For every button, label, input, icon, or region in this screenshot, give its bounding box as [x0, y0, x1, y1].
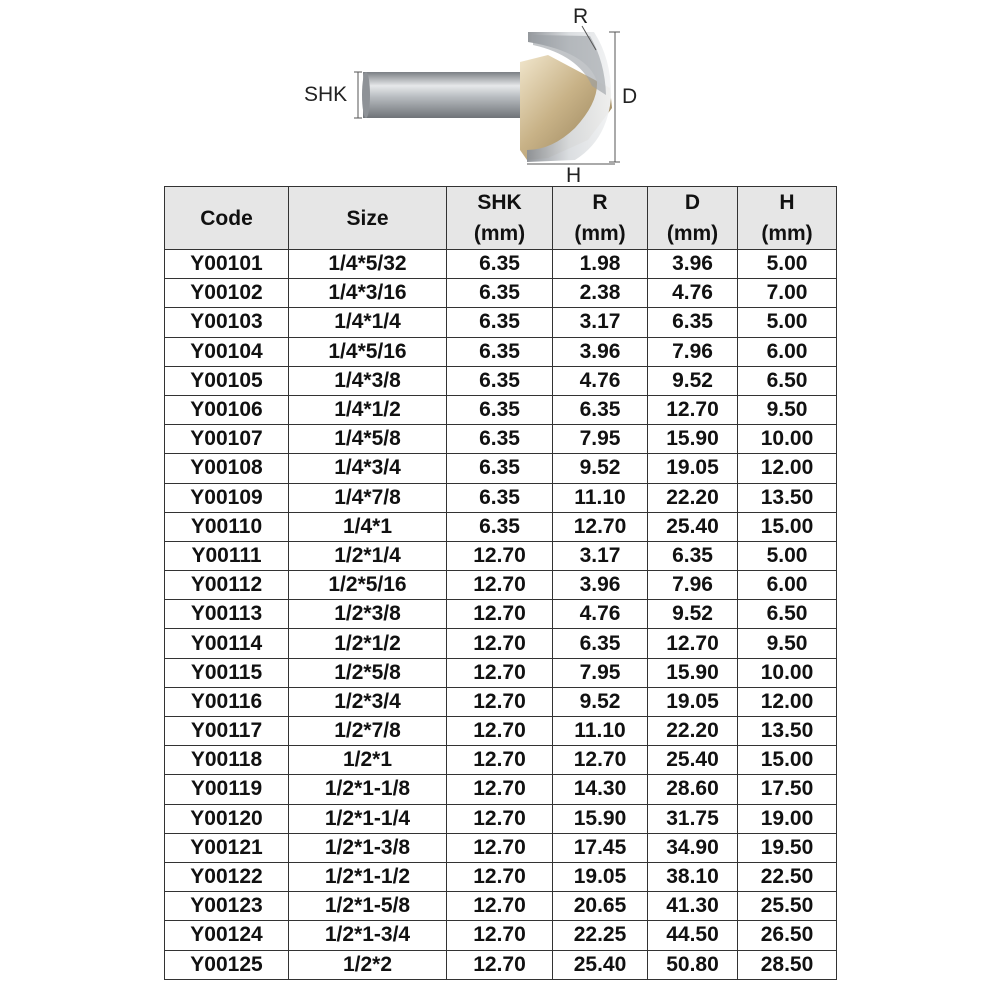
table-row	[165, 892, 837, 921]
table-row	[165, 337, 837, 366]
cell-h: 7.00	[738, 279, 837, 308]
cell-r: 7.95	[553, 658, 648, 687]
cell-size: 1/4*7/8	[289, 483, 447, 512]
cell-r: 17.45	[553, 833, 648, 862]
cell-r: 1.98	[553, 250, 648, 279]
cell-code: Y00116	[165, 687, 289, 716]
cell-code: Y00101	[165, 250, 289, 279]
cell-code: Y00119	[165, 775, 289, 804]
cell-r: 22.25	[553, 921, 648, 950]
cell-h: 12.00	[738, 454, 837, 483]
cell-h: 6.50	[738, 366, 837, 395]
cell-size: 1/4*1/2	[289, 395, 447, 424]
cell-shk: 6.35	[447, 337, 553, 366]
cell-shk: 12.70	[447, 717, 553, 746]
cell-code: Y00123	[165, 892, 289, 921]
cell-code: Y00122	[165, 862, 289, 891]
cell-shk: 12.70	[447, 892, 553, 921]
cell-r: 3.17	[553, 541, 648, 570]
cell-size: 1/2*1-3/8	[289, 833, 447, 862]
cell-r: 4.76	[553, 366, 648, 395]
cell-size: 1/2*2	[289, 950, 447, 979]
cell-d: 22.20	[648, 717, 738, 746]
cell-d: 25.40	[648, 512, 738, 541]
cell-r: 25.40	[553, 950, 648, 979]
cell-size: 1/2*5/8	[289, 658, 447, 687]
cell-code: Y00124	[165, 921, 289, 950]
cell-d: 38.10	[648, 862, 738, 891]
cell-d: 12.70	[648, 629, 738, 658]
cell-h: 15.00	[738, 746, 837, 775]
cell-h: 25.50	[738, 892, 837, 921]
cell-shk: 12.70	[447, 629, 553, 658]
cell-code: Y00121	[165, 833, 289, 862]
cell-h: 9.50	[738, 395, 837, 424]
header-shk: SHK (mm)	[447, 187, 553, 250]
table-row	[165, 571, 837, 600]
cell-d: 15.90	[648, 658, 738, 687]
cell-shk: 6.35	[447, 366, 553, 395]
cell-h: 13.50	[738, 483, 837, 512]
table-row	[165, 746, 837, 775]
cell-h: 19.00	[738, 804, 837, 833]
table-row	[165, 804, 837, 833]
cell-code: Y00104	[165, 337, 289, 366]
cell-r: 9.52	[553, 454, 648, 483]
label-d: D	[622, 85, 638, 108]
cell-shk: 6.35	[447, 395, 553, 424]
cell-h: 19.50	[738, 833, 837, 862]
cell-code: Y00120	[165, 804, 289, 833]
cell-shk: 6.35	[447, 483, 553, 512]
cell-r: 11.10	[553, 717, 648, 746]
cell-code: Y00113	[165, 600, 289, 629]
cell-r: 3.17	[553, 308, 648, 337]
cell-shk: 12.70	[447, 600, 553, 629]
label-shk: SHK	[304, 83, 348, 106]
cell-h: 15.00	[738, 512, 837, 541]
table-row	[165, 629, 837, 658]
cell-shk: 12.70	[447, 541, 553, 570]
cell-d: 4.76	[648, 279, 738, 308]
cell-code: Y00114	[165, 629, 289, 658]
cell-d: 22.20	[648, 483, 738, 512]
cell-d: 9.52	[648, 366, 738, 395]
cell-d: 12.70	[648, 395, 738, 424]
cell-d: 6.35	[648, 541, 738, 570]
cell-d: 15.90	[648, 425, 738, 454]
cell-r: 20.65	[553, 892, 648, 921]
cell-d: 25.40	[648, 746, 738, 775]
cell-h: 5.00	[738, 308, 837, 337]
header-r: R (mm)	[553, 187, 648, 250]
cell-h: 6.00	[738, 337, 837, 366]
cell-d: 9.52	[648, 600, 738, 629]
cell-d: 19.05	[648, 454, 738, 483]
label-h: H	[566, 164, 582, 186]
cell-shk: 12.70	[447, 950, 553, 979]
cell-size: 1/2*1-1/8	[289, 775, 447, 804]
table-row	[165, 395, 837, 424]
cell-shk: 6.35	[447, 250, 553, 279]
table-row	[165, 921, 837, 950]
cell-h: 6.50	[738, 600, 837, 629]
cell-shk: 12.70	[447, 658, 553, 687]
cell-shk: 12.70	[447, 862, 553, 891]
cell-shk: 6.35	[447, 279, 553, 308]
cell-code: Y00103	[165, 308, 289, 337]
cell-h: 10.00	[738, 658, 837, 687]
table-row	[165, 717, 837, 746]
header-code: Code	[165, 187, 289, 250]
table-row	[165, 279, 837, 308]
cell-size: 1/4*5/32	[289, 250, 447, 279]
cell-r: 15.90	[553, 804, 648, 833]
cell-h: 17.50	[738, 775, 837, 804]
table-row	[165, 454, 837, 483]
cell-r: 14.30	[553, 775, 648, 804]
cell-d: 7.96	[648, 337, 738, 366]
cell-r: 7.95	[553, 425, 648, 454]
cell-code: Y00109	[165, 483, 289, 512]
table-row	[165, 600, 837, 629]
cell-r: 12.70	[553, 746, 648, 775]
cell-d: 31.75	[648, 804, 738, 833]
cell-code: Y00107	[165, 425, 289, 454]
cell-size: 1/4*3/16	[289, 279, 447, 308]
cell-h: 26.50	[738, 921, 837, 950]
table-row	[165, 425, 837, 454]
cell-code: Y00112	[165, 571, 289, 600]
cell-code: Y00125	[165, 950, 289, 979]
cell-size: 1/2*3/4	[289, 687, 447, 716]
cell-h: 5.00	[738, 250, 837, 279]
cell-size: 1/4*1	[289, 512, 447, 541]
header-size: Size	[289, 187, 447, 250]
cell-d: 3.96	[648, 250, 738, 279]
cell-size: 1/2*1/4	[289, 541, 447, 570]
table-row	[165, 250, 837, 279]
cell-code: Y00117	[165, 717, 289, 746]
cell-h: 13.50	[738, 717, 837, 746]
cell-d: 6.35	[648, 308, 738, 337]
cell-r: 6.35	[553, 395, 648, 424]
cell-shk: 6.35	[447, 308, 553, 337]
cell-code: Y00106	[165, 395, 289, 424]
cell-shk: 12.70	[447, 746, 553, 775]
cell-h: 12.00	[738, 687, 837, 716]
table-row	[165, 862, 837, 891]
cell-shk: 6.35	[447, 454, 553, 483]
table-row	[165, 950, 837, 979]
cell-h: 10.00	[738, 425, 837, 454]
cell-shk: 12.70	[447, 833, 553, 862]
cell-size: 1/2*7/8	[289, 717, 447, 746]
cell-h: 6.00	[738, 571, 837, 600]
cell-d: 28.60	[648, 775, 738, 804]
table-row	[165, 512, 837, 541]
table-body	[165, 250, 837, 980]
shank	[363, 72, 523, 118]
cell-size: 1/2*1/2	[289, 629, 447, 658]
cell-d: 34.90	[648, 833, 738, 862]
router-bit-diagram	[0, 0, 1000, 186]
cell-d: 50.80	[648, 950, 738, 979]
cell-shk: 12.70	[447, 571, 553, 600]
header-d: D (mm)	[648, 187, 738, 250]
cell-code: Y00110	[165, 512, 289, 541]
cell-r: 9.52	[553, 687, 648, 716]
cell-shk: 12.70	[447, 804, 553, 833]
cell-r: 4.76	[553, 600, 648, 629]
header-row	[165, 187, 837, 250]
cell-size: 1/4*1/4	[289, 308, 447, 337]
cell-size: 1/2*1	[289, 746, 447, 775]
cell-shk: 6.35	[447, 512, 553, 541]
table-row	[165, 366, 837, 395]
cell-r: 11.10	[553, 483, 648, 512]
cell-size: 1/2*1-5/8	[289, 892, 447, 921]
cell-size: 1/4*5/16	[289, 337, 447, 366]
cell-code: Y00118	[165, 746, 289, 775]
cell-size: 1/2*1-1/2	[289, 862, 447, 891]
spec-table	[164, 186, 837, 980]
table-row	[165, 833, 837, 862]
table-row	[165, 775, 837, 804]
header-h: H (mm)	[738, 187, 837, 250]
cell-h: 28.50	[738, 950, 837, 979]
cell-code: Y00105	[165, 366, 289, 395]
cell-code: Y00108	[165, 454, 289, 483]
cell-size: 1/4*3/8	[289, 366, 447, 395]
cell-r: 2.38	[553, 279, 648, 308]
cell-d: 7.96	[648, 571, 738, 600]
cell-h: 9.50	[738, 629, 837, 658]
cell-r: 3.96	[553, 571, 648, 600]
cell-size: 1/2*1-3/4	[289, 921, 447, 950]
cell-size: 1/2*1-1/4	[289, 804, 447, 833]
cell-size: 1/4*5/8	[289, 425, 447, 454]
cell-r: 6.35	[553, 629, 648, 658]
cell-d: 44.50	[648, 921, 738, 950]
cell-shk: 12.70	[447, 775, 553, 804]
cell-size: 1/2*5/16	[289, 571, 447, 600]
cell-h: 5.00	[738, 541, 837, 570]
cell-d: 41.30	[648, 892, 738, 921]
cell-shk: 6.35	[447, 425, 553, 454]
cell-h: 22.50	[738, 862, 837, 891]
cell-r: 3.96	[553, 337, 648, 366]
cell-size: 1/2*3/8	[289, 600, 447, 629]
cell-d: 19.05	[648, 687, 738, 716]
table-row	[165, 541, 837, 570]
cell-code: Y00102	[165, 279, 289, 308]
cell-shk: 12.70	[447, 687, 553, 716]
cell-code: Y00111	[165, 541, 289, 570]
cell-r: 19.05	[553, 862, 648, 891]
cell-shk: 12.70	[447, 921, 553, 950]
cell-size: 1/4*3/4	[289, 454, 447, 483]
table-row	[165, 308, 837, 337]
table-row	[165, 658, 837, 687]
table-row	[165, 687, 837, 716]
shank-end	[362, 72, 370, 118]
table-row	[165, 483, 837, 512]
cell-code: Y00115	[165, 658, 289, 687]
label-r: R	[573, 5, 589, 28]
cell-r: 12.70	[553, 512, 648, 541]
